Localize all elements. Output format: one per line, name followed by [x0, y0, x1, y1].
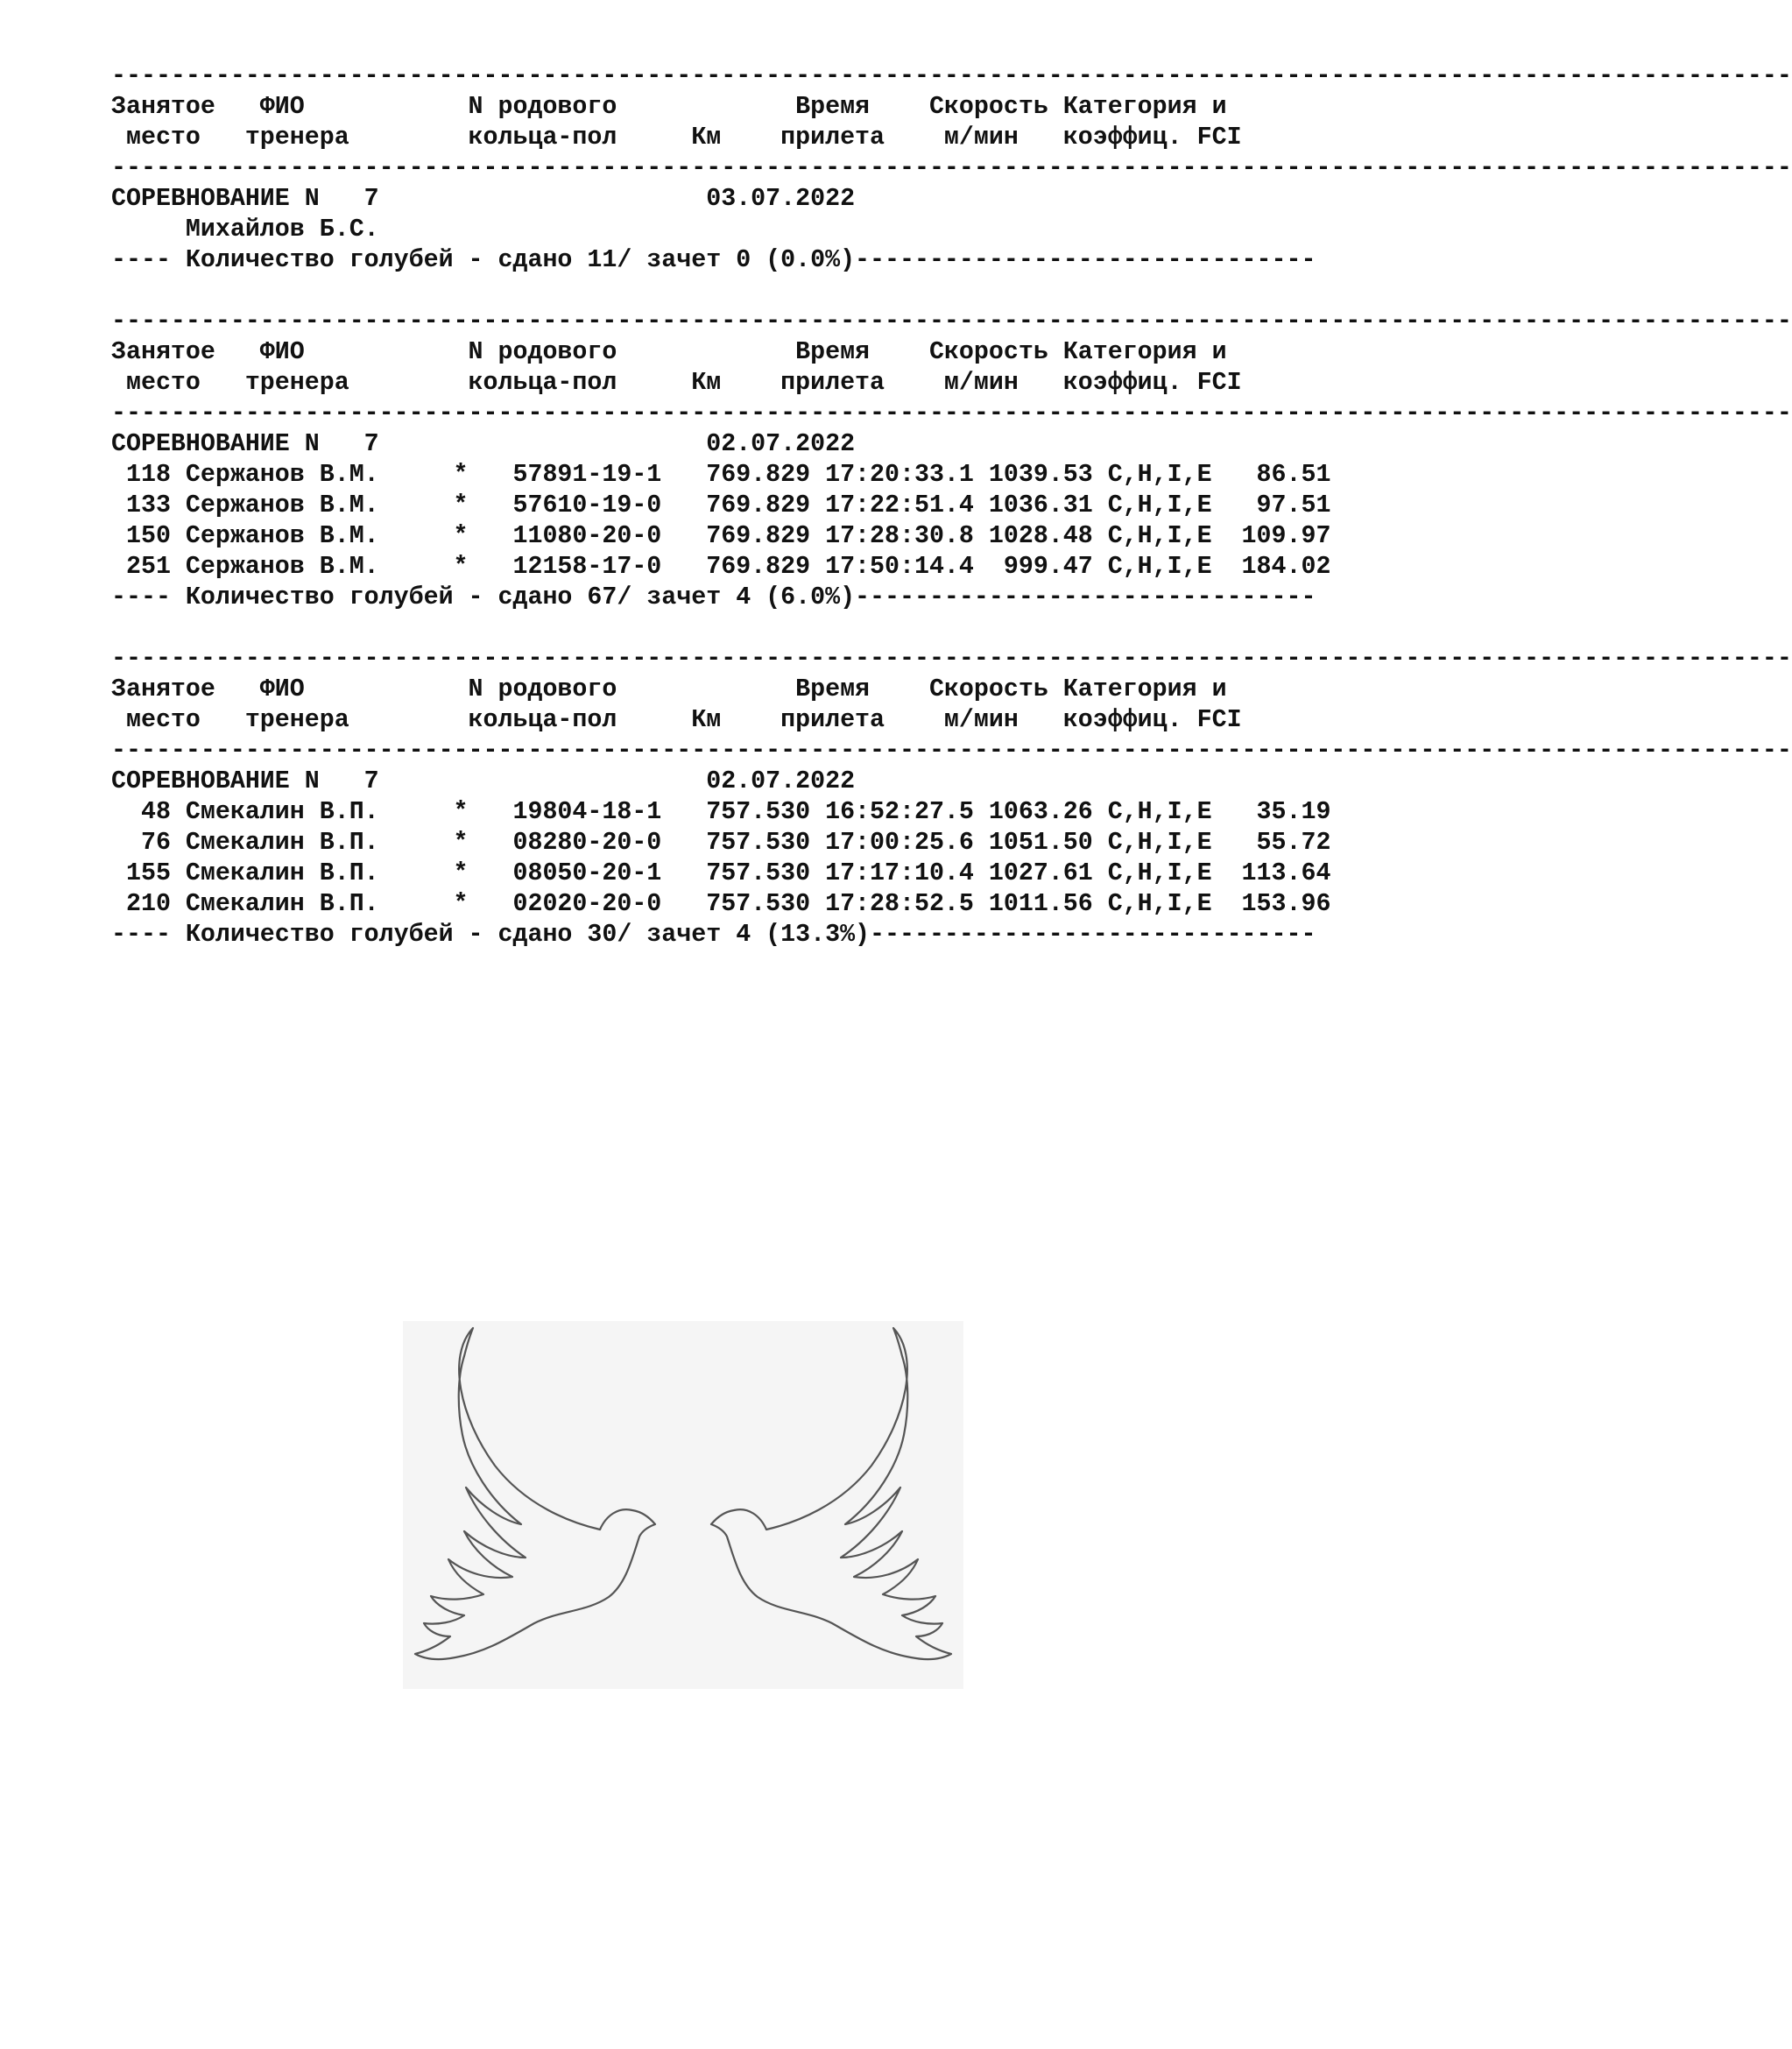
result-row: 76 Смекалин В.П. * 08280-20-0 757.530 17:00:25.6 1051.50 C,H,I,E 55.72 — [111, 829, 1331, 857]
results-section-3 — [111, 644, 1792, 950]
right-dove-icon — [711, 1328, 951, 1659]
separator: ----------------------------------------------------------------------------------------------------------------- — [111, 307, 1792, 336]
section-summary: ---- Количество голубей - сдано 11/ зачет 0 (0.0%)------------------------------- — [111, 246, 1316, 274]
separator: ----------------------------------------------------------------------------------------------------------------- — [111, 154, 1792, 182]
column-header-row-1: Занятое ФИО N родового Время Скорость Категория и — [111, 675, 1227, 703]
competition-title: СОРЕВНОВАНИЕ N 7 03.07.2022 — [111, 185, 856, 213]
separator: ----------------------------------------------------------------------------------------------------------------- — [111, 737, 1792, 765]
results-section-1 — [111, 61, 1792, 276]
results-report — [111, 61, 1792, 981]
result-row: 133 Сержанов В.М. * 57610-19-0 769.829 17:22:51.4 1036.31 C,H,I,E 97.51 — [111, 491, 1331, 519]
two-doves-icon — [403, 1321, 963, 1689]
column-header-row-1: Занятое ФИО N родового Время Скорость Категория и — [111, 338, 1227, 366]
column-header-row-2: место тренера кольца-пол Км прилета м/мин коэффиц. FCI — [111, 124, 1242, 152]
separator: ----------------------------------------------------------------------------------------------------------------- — [111, 645, 1792, 673]
competition-title: СОРЕВНОВАНИЕ N 7 02.07.2022 — [111, 430, 856, 458]
column-header-row-2: место тренера кольца-пол Км прилета м/мин коэффиц. FCI — [111, 369, 1242, 397]
column-header-row-2: место тренера кольца-пол Км прилета м/мин коэффиц. FCI — [111, 706, 1242, 734]
result-row: 48 Смекалин В.П. * 19804-18-1 757.530 16:52:27.5 1063.26 C,H,I,E 35.19 — [111, 798, 1331, 826]
separator: ----------------------------------------------------------------------------------------------------------------- — [111, 62, 1792, 90]
result-row: 118 Сержанов В.М. * 57891-19-1 769.829 17:20:33.1 1039.53 C,H,I,E 86.51 — [111, 461, 1331, 489]
result-row: 150 Сержанов В.М. * 11080-20-0 769.829 17:28:30.8 1028.48 C,H,I,E 109.97 — [111, 522, 1331, 550]
separator: ----------------------------------------------------------------------------------------------------------------- — [111, 399, 1792, 427]
result-row: 155 Смекалин В.П. * 08050-20-1 757.530 17:17:10.4 1027.61 C,H,I,E 113.64 — [111, 859, 1331, 887]
competition-title: СОРЕВНОВАНИЕ N 7 02.07.2022 — [111, 767, 856, 795]
result-row: 251 Сержанов В.М. * 12158-17-0 769.829 17:50:14.4 999.47 C,H,I,E 184.02 — [111, 553, 1331, 581]
section-summary: ---- Количество голубей - сдано 67/ зачет 4 (6.0%)------------------------------- — [111, 583, 1316, 611]
result-row: 210 Смекалин В.П. * 02020-20-0 757.530 17:28:52.5 1011.56 C,H,I,E 153.96 — [111, 890, 1331, 918]
column-header-row-1: Занятое ФИО N родового Время Скорость Категория и — [111, 93, 1227, 121]
left-dove-icon — [415, 1328, 655, 1659]
result-row: Михайлов Б.С. — [111, 215, 379, 244]
section-summary: ---- Количество голубей - сдано 30/ зачет 4 (13.3%)------------------------------ — [111, 921, 1316, 949]
results-section-2 — [111, 307, 1792, 613]
